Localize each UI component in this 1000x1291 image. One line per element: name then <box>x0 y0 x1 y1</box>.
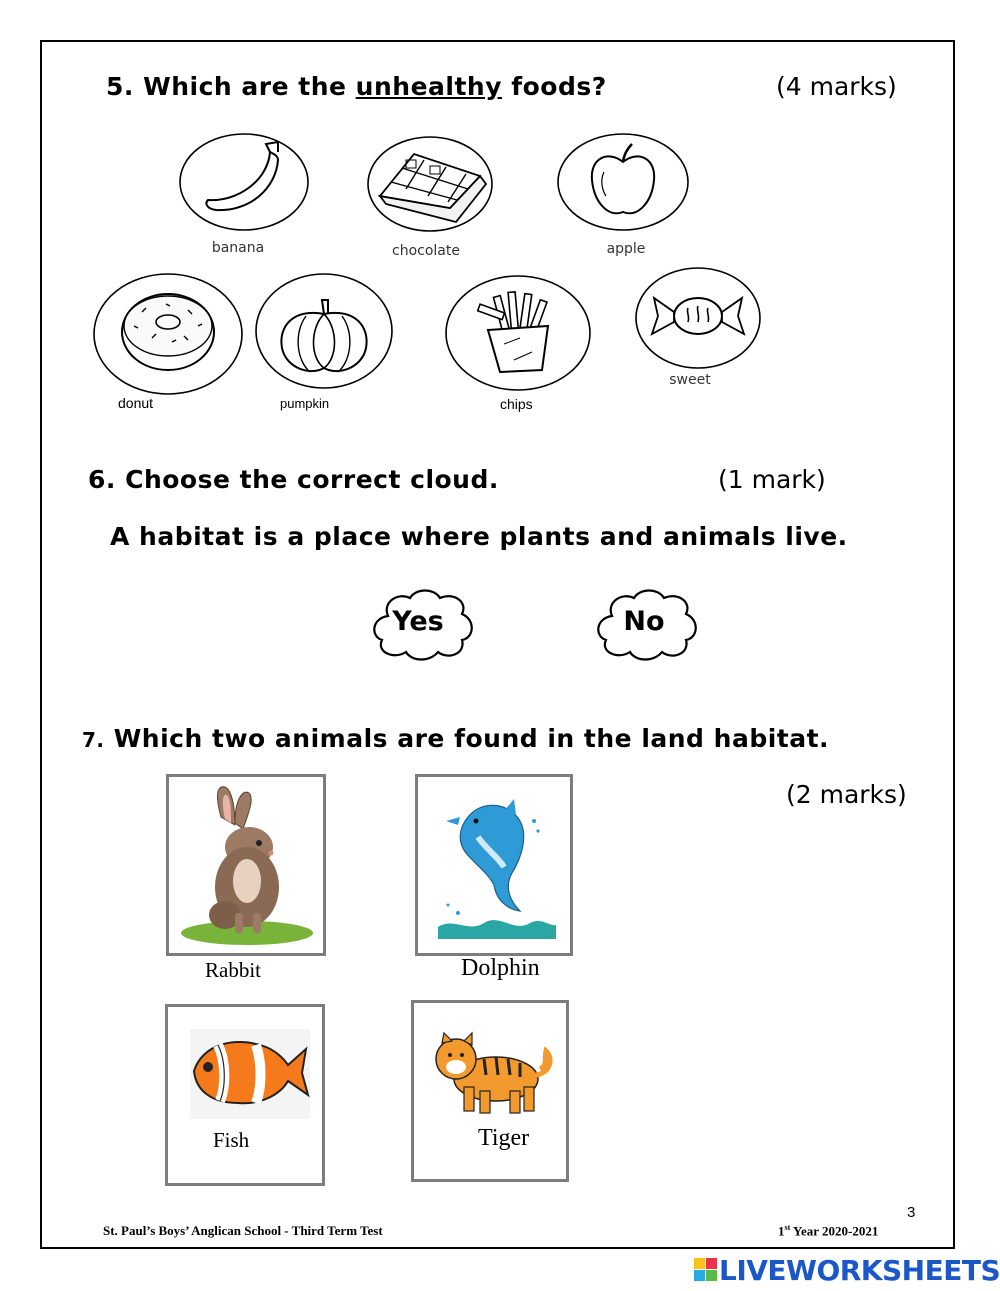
q7-marks: (2 marks) <box>786 780 907 809</box>
tiger-icon <box>414 1003 566 1179</box>
footer-school: St. Paul’s Boys’ Anglican School - Third Term Test <box>103 1223 383 1238</box>
apple-option[interactable] <box>556 132 690 236</box>
footer-year-text: Year 2020-2021 <box>790 1223 879 1239</box>
sweet-option[interactable] <box>634 266 762 374</box>
dolphin-label: Dolphin <box>461 955 540 981</box>
pumpkin-label: pumpkin <box>280 396 330 411</box>
cloud-no[interactable] <box>592 586 702 664</box>
fish-icon <box>168 1007 322 1183</box>
q7-number: 7. <box>82 728 105 752</box>
cloud-yes[interactable] <box>368 586 478 664</box>
donut-option[interactable] <box>92 272 244 400</box>
rabbit-card[interactable] <box>166 774 326 956</box>
footer-year-suffix: st <box>784 1223 791 1232</box>
sweet-icon <box>634 266 762 370</box>
sweet-label: sweet <box>669 372 711 388</box>
pumpkin-icon <box>254 272 394 390</box>
chips-label: chips <box>500 396 533 412</box>
apple-label: apple <box>606 241 646 257</box>
q5-marks: (4 marks) <box>776 72 897 101</box>
q5-suffix: foods? <box>511 72 607 101</box>
q5-number: 5. <box>106 72 134 101</box>
banana-label: banana <box>211 240 265 256</box>
chocolate-icon <box>366 134 494 234</box>
q5-prefix: Which are the <box>143 72 347 101</box>
tiger-label: Tiger <box>478 1125 530 1151</box>
dolphin-icon <box>418 777 570 953</box>
banana-icon <box>178 132 310 232</box>
fish-label: Fish <box>213 1128 250 1152</box>
chips-icon <box>444 274 592 392</box>
liveworksheets-logo-text: LIVEWORKSHEETS <box>719 1253 1000 1287</box>
chocolate-option[interactable] <box>366 134 494 238</box>
rabbit-icon <box>169 777 323 953</box>
donut-icon <box>92 272 244 396</box>
apple-icon <box>556 132 690 232</box>
page-number: 3 <box>907 1204 916 1221</box>
liveworksheets-blocks-icon <box>693 1257 719 1283</box>
fish-card[interactable] <box>165 1004 325 1186</box>
banana-option[interactable] <box>178 132 310 236</box>
liveworksheets-logo[interactable] <box>693 1255 1000 1285</box>
q6-statement: A habitat is a place where plants and animals live. <box>110 522 848 551</box>
footer-year-number: 1 <box>778 1223 785 1239</box>
chips-option[interactable] <box>444 274 592 396</box>
rabbit-label: Rabbit <box>205 958 261 982</box>
q6-title: 6. Choose the correct cloud. <box>88 465 499 494</box>
cloud-no-label: No <box>623 606 665 637</box>
q5-title <box>106 72 607 101</box>
cloud-yes-label: Yes <box>392 606 444 637</box>
q7-title <box>82 724 829 753</box>
pumpkin-option[interactable] <box>254 272 394 394</box>
dolphin-card[interactable] <box>415 774 573 956</box>
q7-text: Which two animals are found in the land habitat. <box>113 724 830 753</box>
q5-underlined-word: unhealthy <box>355 72 503 101</box>
chocolate-label: chocolate <box>392 243 460 259</box>
q6-marks: (1 mark) <box>718 465 826 494</box>
footer-year <box>778 1223 878 1239</box>
donut-label: donut <box>118 395 154 411</box>
tiger-card[interactable] <box>411 1000 569 1182</box>
